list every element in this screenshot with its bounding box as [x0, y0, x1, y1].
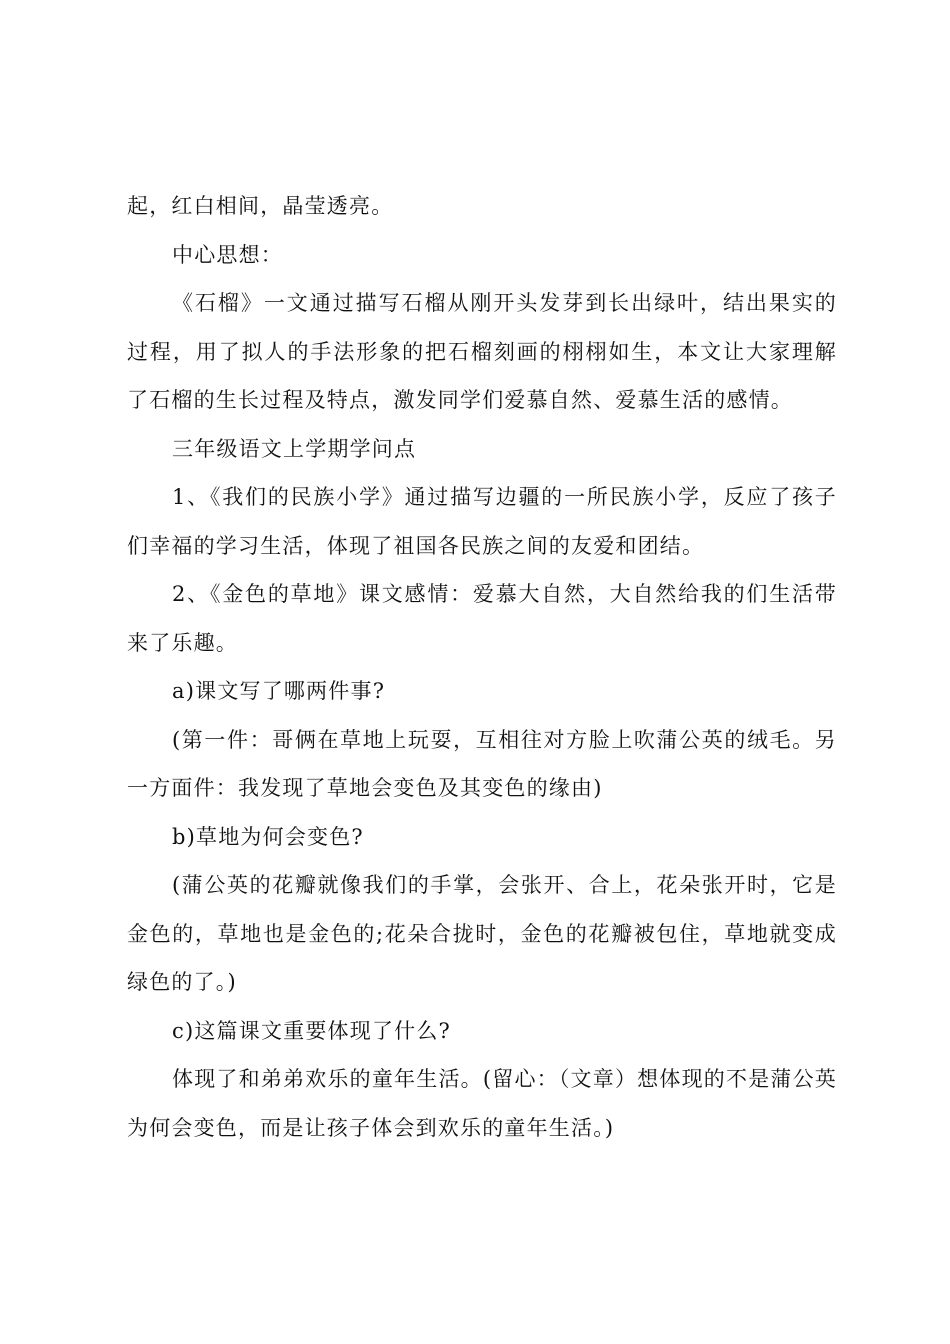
paragraph-continuation: 起，红白相间，晶莹透亮。: [127, 194, 394, 218]
question-a: a)课文写了哪两件事?: [172, 679, 386, 703]
paragraph-central-idea: 《石榴》一文通过描写石榴从刚开头发芽到长出绿叶，结出果实的过程，用了拟人的手法形象的把石榴刻画的栩栩如生，本文让大家理解了石榴的生长过程及特点，激发同学们爱慕自然、爱慕生活的感情。: [127, 291, 837, 412]
paragraph-item-1: 1、《我们的民族小学》通过描写边疆的一所民族小学，反应了孩子们幸福的学习生活，体现了祖国各民族之间的友爱和团结。: [127, 485, 837, 558]
heading-central-idea: 中心思想：: [172, 242, 283, 267]
document-body: [127, 182, 837, 1152]
heading-grade3-knowledge: 三年级语文上学期学问点: [172, 436, 417, 461]
question-b: b)草地为何会变色?: [172, 824, 364, 849]
answer-b: (蒲公英的花瓣就像我们的手掌，会张开、合上，花朵张开时，它是金色的，草地也是金色的;花朵合拢时，金色的花瓣被包住，草地就变成绿色的了。): [127, 873, 837, 994]
question-c: c)这篇课文重要体现了什么?: [172, 1018, 452, 1043]
paragraph-item-2: 2、《金色的草地》课文感情：爱慕大自然，大自然给我的们生活带来了乐趣。: [127, 582, 837, 655]
answer-c: 体现了和弟弟欢乐的童年生活。(留心：（文章）想体现的不是蒲公英为何会变色，而是让孩子体会到欢乐的童年生活。): [127, 1067, 837, 1140]
answer-a: (第一件：哥俩在草地上玩耍，互相往对方脸上吹蒲公英的绒毛。另一方面件：我发现了草地会变色及其变色的缘由): [127, 727, 837, 800]
